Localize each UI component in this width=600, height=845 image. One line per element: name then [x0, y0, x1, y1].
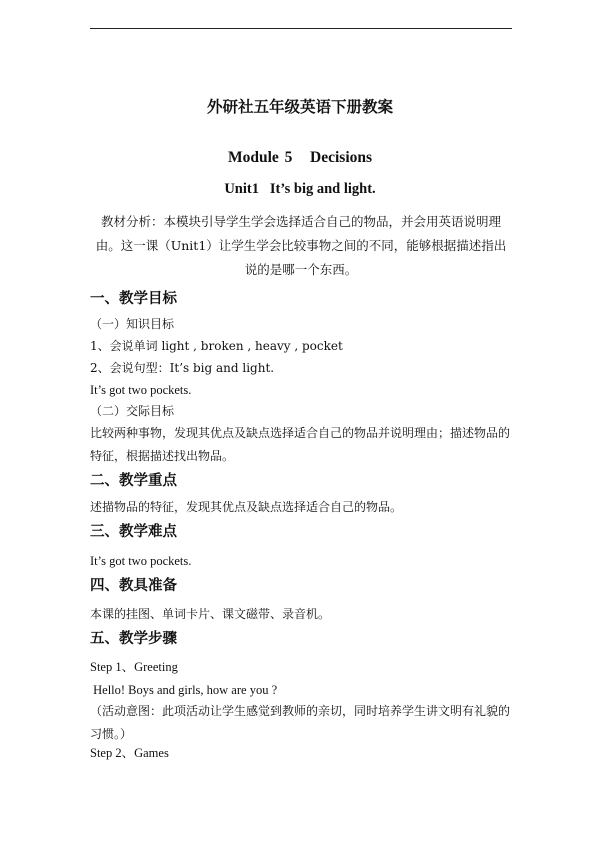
materials-text: 本课的挂图、单词卡片、课文磁带、录音机。	[90, 607, 331, 621]
subheading-knowledge: （一）知识目标	[90, 317, 175, 331]
intro-paragraph: 教材分析：本模块引导学生学会选择适合自己的物品，并会用英语说明理由。这一课（Unit1）让学生学会比较事物之间的不同，能够根据描述指出说的是哪一个东西。	[95, 214, 507, 277]
section-heading-key-points: 二、教学重点	[90, 473, 177, 489]
step-1-label: Step 1、Greeting	[90, 660, 178, 674]
module-title: Module 5 Decisions	[227, 149, 373, 166]
section-heading-goals: 一、教学目标	[90, 291, 177, 307]
page-title: 外研社五年级英语下册教案	[206, 98, 393, 116]
step-2-label: Step 2、Games	[90, 746, 169, 760]
goal-item-3: It’s got two pockets.	[90, 383, 192, 397]
subheading-communication: （二）交际目标	[90, 404, 175, 418]
header-rule	[90, 28, 512, 29]
section-heading-materials: 四、教具准备	[90, 578, 177, 594]
activity-note: （活动意图：此项活动让学生感觉到教师的亲切，同时培养学生讲文明有礼貌的习惯。）	[90, 704, 511, 741]
key-points-text: 述描物品的特征，发现其优点及缺点选择适合自己的物品。	[90, 500, 403, 514]
section-heading-difficulties: 三、教学难点	[90, 524, 177, 540]
section-heading-steps: 五、教学步骤	[90, 631, 177, 647]
goal-item-2: 2、会说句型：It’s big and light.	[90, 361, 275, 375]
difficulties-text: It’s got two pockets.	[90, 554, 192, 568]
unit-title: Unit1 It’s big and light.	[224, 181, 376, 197]
communication-goal-text: 比较两种事物，发现其优点及缺点选择适合自己的物品并说明理由；描述物品的特征，根据描述找出物品。	[90, 426, 511, 463]
goal-item-1: 1、会说单词 light , broken , heavy , pocket	[90, 339, 343, 353]
greeting-text: Hello! Boys and girls, how are you ?	[90, 683, 278, 697]
